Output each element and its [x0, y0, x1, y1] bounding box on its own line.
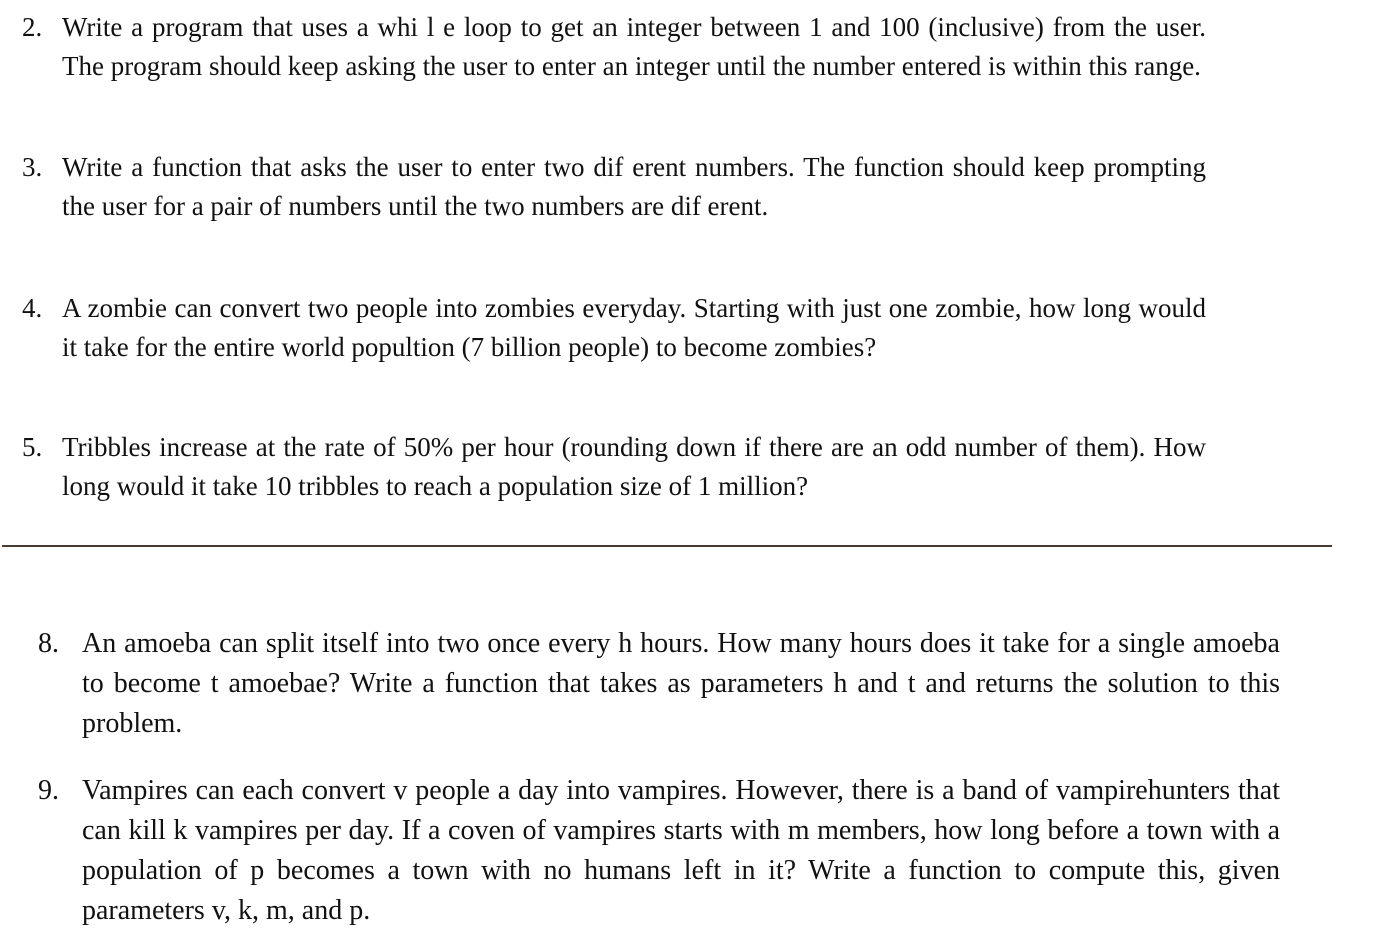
section-divider [2, 545, 1332, 547]
problem-4 [22, 289, 1206, 367]
problem-text: Write a program that uses a whi l e loop to get an integer between 1 and 100 (inclusive) from the user. The program should keep asking the user to enter an integer until the number entered is within this range. [62, 12, 1206, 81]
problem-text: A zombie can convert two people into zombies everyday. Starting with just one zombie, how long would it take for the entire world popultion (7 billion people) to become zombies? [62, 293, 1206, 362]
problem-8 [38, 624, 1280, 744]
problem-9 [38, 771, 1280, 931]
problem-text: Write a function that asks the user to enter two dif erent numbers. The function should keep prompting the user for a pair of numbers until the two numbers are dif erent. [62, 152, 1206, 221]
problem-number: 2. [22, 12, 43, 42]
problem-number: 3. [22, 152, 43, 182]
problem-number: 5. [22, 432, 43, 462]
problem-text: Vampires can each convert v people a day into vampires. However, there is a band of vampirehunters that can kill k vampires per day. If a coven of vampires starts with m members, how long before a town with a population of p becomes a town with no humans left in it? Write a function to compute this, given parameters v, k, m, and p. [82, 775, 1280, 926]
problem-text: An amoeba can split itself into two once every h hours. How many hours does it take for a single amoeba to become t amoebae? Write a function that takes as parameters h and t and returns the solution to this problem. [82, 628, 1280, 739]
problem-number: 8. [38, 628, 59, 659]
problem-3 [22, 148, 1206, 226]
problem-2 [22, 8, 1206, 86]
problem-5 [22, 428, 1206, 506]
problem-number: 9. [38, 775, 59, 806]
problem-text: Tribbles increase at the rate of 50% per hour (rounding down if there are an odd number of them). How long would it take 10 tribbles to reach a population size of 1 million? [62, 432, 1206, 501]
problem-number: 4. [22, 293, 43, 323]
